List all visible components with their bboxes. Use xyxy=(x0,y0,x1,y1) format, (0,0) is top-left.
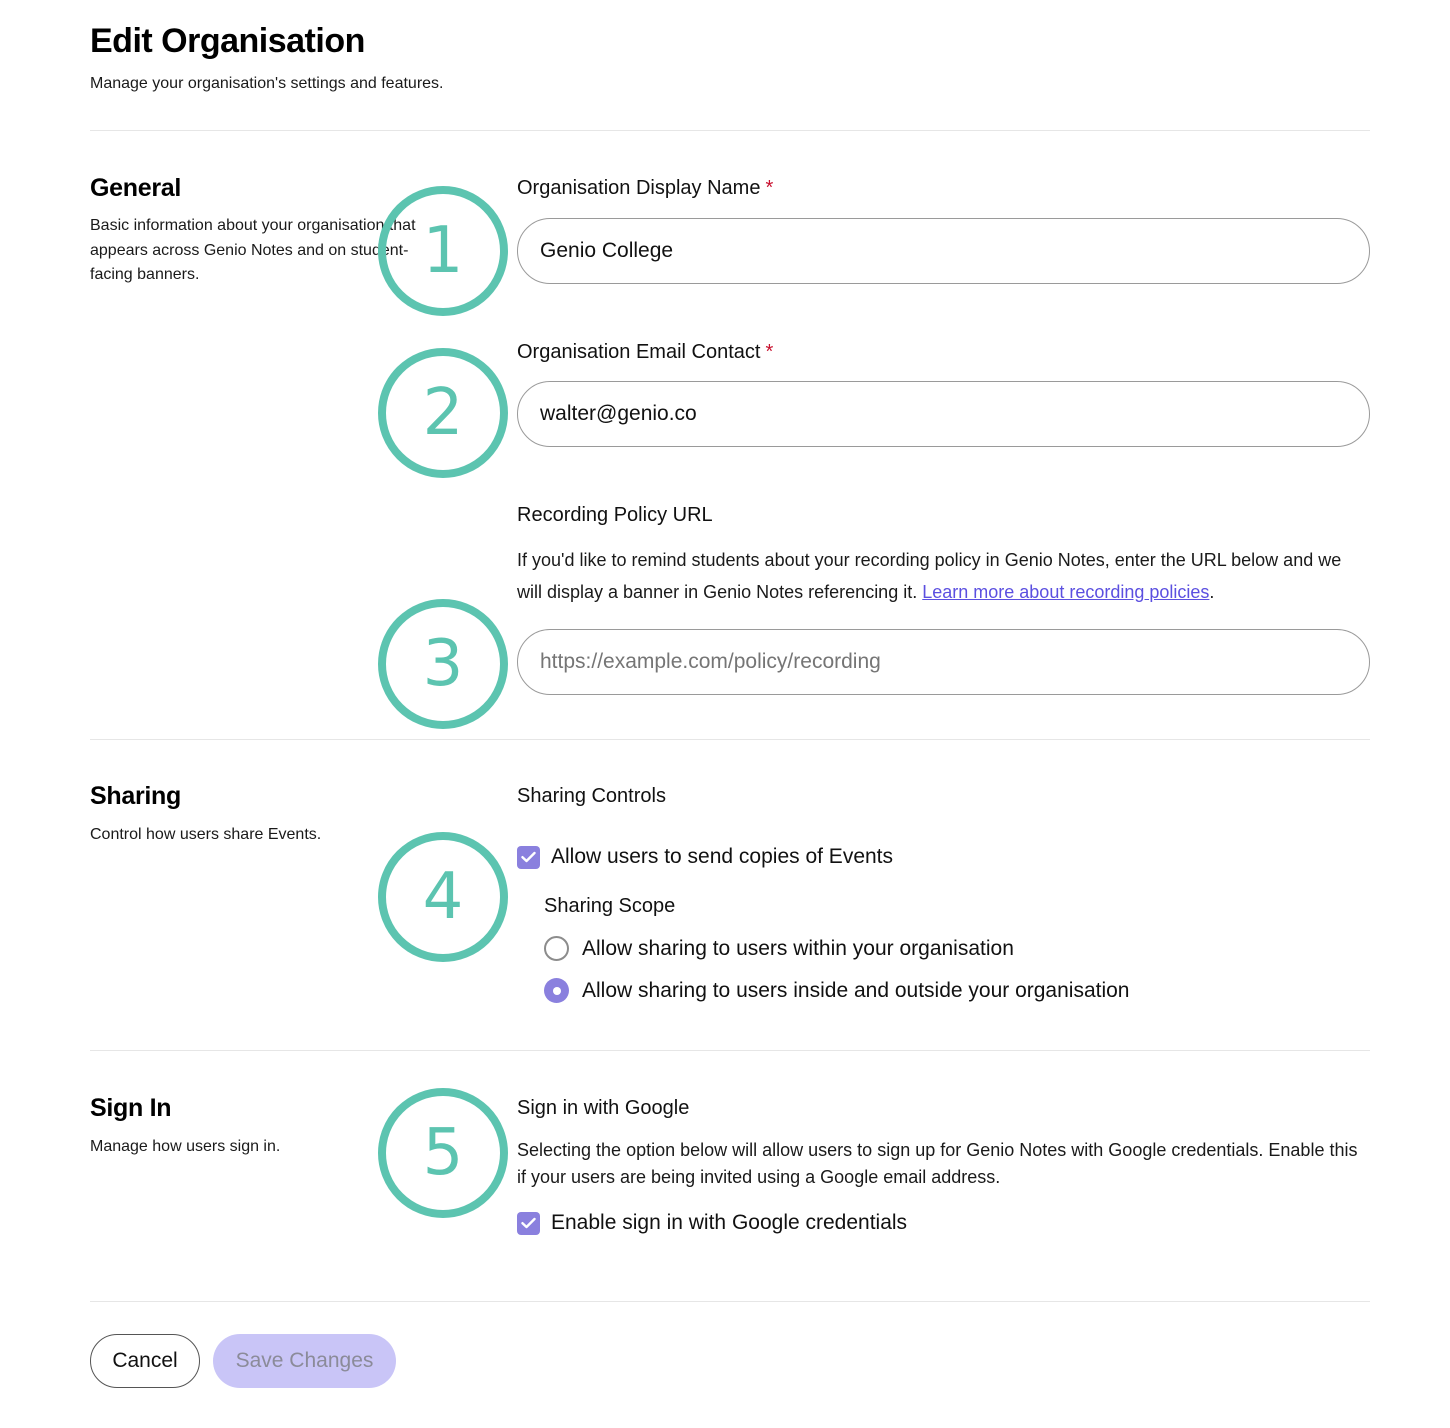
email-contact-label-text: Organisation Email Contact xyxy=(517,341,761,363)
required-indicator: * xyxy=(765,341,774,363)
page-title: Edit Organisation xyxy=(90,22,365,60)
display-name-label xyxy=(517,177,773,200)
recording-policy-help-text: If you'd like to remind students about your recording policy in Genio Notes, enter the URL below and we will display a banner in Genio Notes referencing it. xyxy=(517,550,1342,602)
scope-option-inside-outside[interactable] xyxy=(544,978,1130,1003)
annotation-circle-4: 4 xyxy=(378,832,508,962)
sharing-controls-label: Sharing Controls xyxy=(517,785,666,807)
divider xyxy=(90,130,1370,131)
enable-google-label: Enable sign in with Google credentials xyxy=(551,1211,908,1234)
divider xyxy=(90,739,1370,740)
section-title-general: General xyxy=(90,174,182,202)
annotation-circle-1: 1 xyxy=(378,186,508,316)
email-contact-input[interactable] xyxy=(517,381,1370,447)
divider xyxy=(90,1050,1370,1051)
annotation-circle-2: 2 xyxy=(378,348,508,478)
annotation-circle-5: 5 xyxy=(378,1088,508,1218)
email-contact-label xyxy=(517,341,773,364)
required-indicator: * xyxy=(765,177,774,199)
scope-option-inside-outside-label: Allow sharing to users inside and outside your organisation xyxy=(582,978,1130,1002)
sharing-scope-label: Sharing Scope xyxy=(544,895,676,917)
display-name-input[interactable] xyxy=(517,218,1370,284)
scope-radio-inside-outside[interactable] xyxy=(544,978,569,1003)
checkmark-icon xyxy=(521,851,536,863)
allow-copies-checkbox[interactable] xyxy=(517,846,540,869)
scope-option-within-label: Allow sharing to users within your organisation xyxy=(582,936,1014,960)
recording-policy-label: Recording Policy URL xyxy=(517,504,713,526)
allow-copies-checkbox-row[interactable] xyxy=(517,845,893,869)
section-title-sharing: Sharing xyxy=(90,782,181,810)
divider xyxy=(90,1301,1370,1302)
scope-option-within[interactable] xyxy=(544,936,1014,961)
enable-google-checkbox[interactable] xyxy=(517,1212,540,1235)
recording-policy-help xyxy=(517,544,1370,608)
section-desc-general: Basic information about your organisation that appears across Genio Notes and on student-facing banners. xyxy=(90,217,416,283)
cancel-button[interactable]: Cancel xyxy=(90,1334,200,1388)
help-suffix: . xyxy=(1209,582,1215,602)
save-changes-button[interactable]: Save Changes xyxy=(213,1334,396,1388)
section-desc-sharing: Control how users share Events. xyxy=(90,826,322,843)
allow-copies-label: Allow users to send copies of Events xyxy=(551,845,894,868)
display-name-label-text: Organisation Display Name xyxy=(517,177,761,199)
annotation-circle-3: 3 xyxy=(378,599,508,729)
section-title-signin: Sign In xyxy=(90,1094,172,1122)
checkmark-icon xyxy=(521,1217,536,1229)
enable-google-checkbox-row[interactable] xyxy=(517,1211,907,1235)
recording-policy-url-input[interactable] xyxy=(517,629,1370,695)
scope-radio-within[interactable] xyxy=(544,936,569,961)
page-subtitle: Manage your organisation's settings and features. xyxy=(90,75,444,92)
recording-policy-learn-more-link[interactable]: Learn more about recording policies xyxy=(922,582,1210,602)
section-desc-signin: Manage how users sign in. xyxy=(90,1138,281,1155)
google-signin-label: Sign in with Google xyxy=(517,1097,690,1119)
google-signin-help: Selecting the option below will allow users to sign up for Genio Notes with Google credentials. Enable this if your users are being invited using a Google email address. xyxy=(517,1140,1358,1187)
